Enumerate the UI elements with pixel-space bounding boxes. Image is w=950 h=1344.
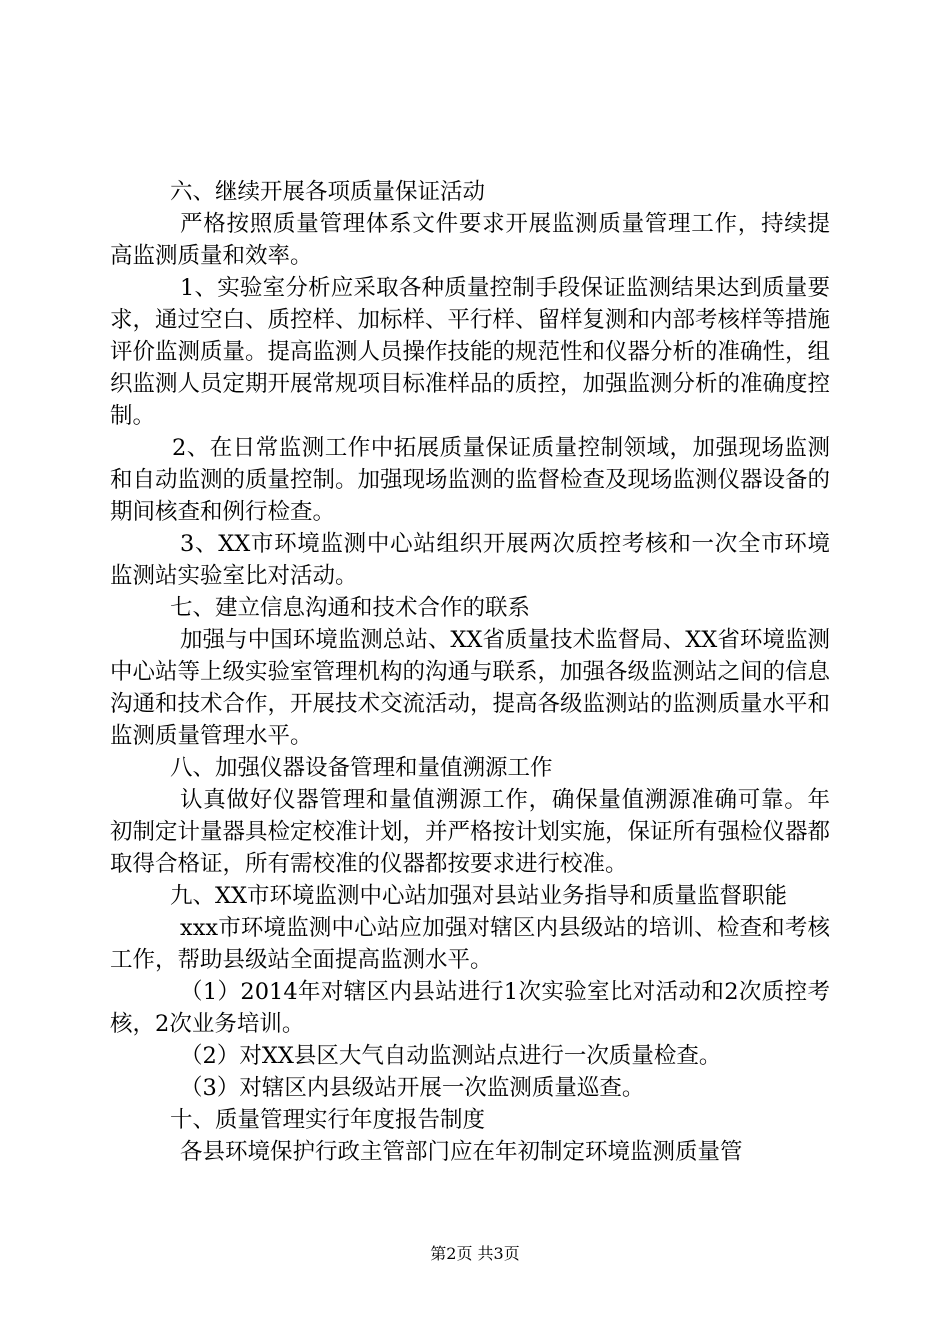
list-item: 2、在日常监测工作中拓展质量保证质量控制领域，加强现场监测和自动监测的质量控制。加强现场监测的监督检查及现场监测仪器设备的期间核查和例行检查。 bbox=[110, 435, 831, 525]
list-item: 3、XX市环境监测中心站组织开展两次质控考核和一次全市环境监测站实验室比对活动。 bbox=[110, 531, 830, 589]
paragraph: 各县环境保护行政主管部门应在年初制定环境监测质量管 bbox=[180, 1139, 743, 1165]
document-body bbox=[110, 176, 830, 1168]
list-item: （3）对辖区内县级站开展一次监测质量巡查。 bbox=[180, 1075, 645, 1101]
page-footer: 第2页 共3页 bbox=[430, 1244, 520, 1263]
paragraph: 严格按照质量管理体系文件要求开展监测质量管理工作，持续提高监测质量和效率。 bbox=[110, 211, 830, 269]
list-item: （1）2014年对辖区内县站进行1次实验室比对活动和2次质控考核，2次业务培训。 bbox=[110, 979, 830, 1037]
paragraph: xxx市环境监测中心站应加强对辖区内县级站的培训、检查和考核工作，帮助县级站全面提高监测水平。 bbox=[110, 915, 830, 973]
section-heading-10: 十、质量管理实行年度报告制度 bbox=[170, 1107, 486, 1133]
section-heading-8: 八、加强仪器设备管理和量值溯源工作 bbox=[170, 755, 553, 781]
paragraph: 加强与中国环境监测总站、XX省质量技术监督局、XX省环境监测中心站等上级实验室管理机构的沟通与联系，加强各级监测站之间的信息沟通和技术合作，开展技术交流活动，提高各级监测站的监测质量水平和监测质量管理水平。 bbox=[110, 627, 831, 749]
section-heading-6: 六、继续开展各项质量保证活动 bbox=[170, 179, 486, 205]
list-item: 1、实验室分析应采取各种质量控制手段保证监测结果达到质量要求，通过空白、质控样、加标样、平行样、留样复测和内部考核样等措施评价监测质量。提高监测人员操作技能的规范性和仪器分析的准确性，组织监测人员定期开展常规项目标准样品的质控，加强监测分析的准确度控制。 bbox=[110, 275, 831, 429]
section-heading-9: 九、XX市环境监测中心站加强对县站业务指导和质量监督职能 bbox=[170, 883, 788, 909]
paragraph: 认真做好仪器管理和量值溯源工作，确保量值溯源准确可靠。年初制定计量器具检定校准计划，并严格按计划实施，保证所有强检仪器都取得合格证，所有需校准的仪器都按要求进行校准。 bbox=[110, 787, 831, 877]
list-item: （2）对XX县区大气自动监测站点进行一次质量检查。 bbox=[180, 1043, 722, 1069]
section-heading-7: 七、建立信息沟通和技术合作的联系 bbox=[170, 595, 531, 621]
